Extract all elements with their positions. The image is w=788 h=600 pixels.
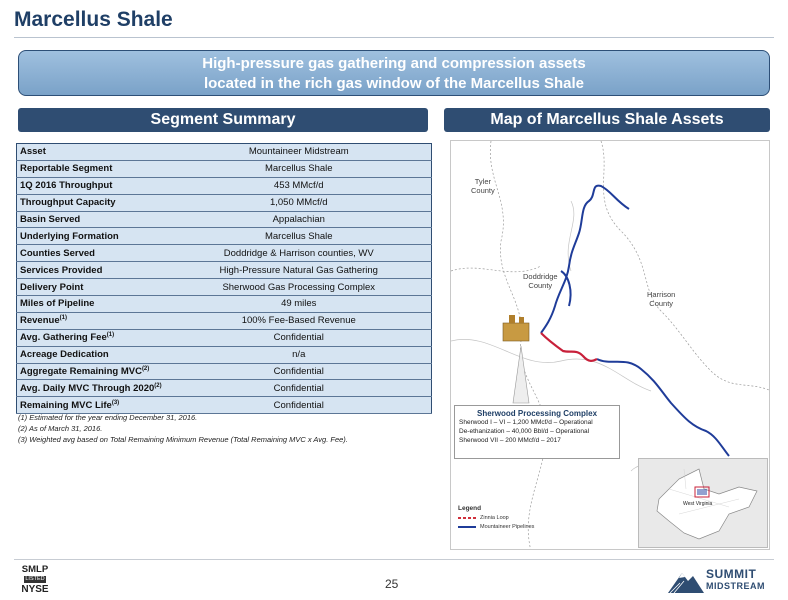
row-label: Counties Served [17, 245, 167, 262]
callout-line-2: De-ethanization – 40,000 Bbl/d – Operational [459, 428, 590, 435]
row-value: Confidential [167, 329, 432, 346]
mountain-icon [668, 569, 704, 593]
row-label: Remaining MVC Life$^{(3)}$ [17, 397, 167, 414]
row-value: 453 MMcf/d [167, 177, 432, 194]
table-row [17, 346, 432, 363]
row-label: Avg. Daily MVC Through 2020$^{(2)}$ [17, 380, 167, 397]
segment-summary-table [16, 143, 432, 414]
table-row [17, 312, 432, 329]
page-title: Marcellus Shale [14, 8, 173, 31]
row-label: Reportable Segment [17, 160, 167, 177]
row-label: Basin Served [17, 211, 167, 228]
footer-divider [14, 559, 774, 560]
table-row [17, 380, 432, 397]
table-row [17, 177, 432, 194]
row-value: High-Pressure Natural Gas Gathering [167, 262, 432, 279]
title-divider [14, 37, 774, 38]
table-row [17, 211, 432, 228]
row-label: Underlying Formation [17, 228, 167, 245]
headline-banner [18, 50, 770, 96]
sherwood-callout [454, 405, 620, 459]
doddridge-county-label: Doddridge County [523, 272, 558, 290]
row-value: Appalachian [167, 211, 432, 228]
table-row [17, 296, 432, 313]
row-value: Doddridge & Harrison counties, WV [167, 245, 432, 262]
row-value: n/a [167, 346, 432, 363]
footnote-1: (1) Estimated for the year ending December 31, 2016. [18, 413, 198, 422]
banner-line-2: located in the rich gas window of the Marcellus Shale [203, 75, 585, 92]
row-label: Avg. Gathering Fee$^{(1)}$ [17, 329, 167, 346]
row-value: 100% Fee-Based Revenue [167, 312, 432, 329]
row-label: Revenue$^{(1)}$ [17, 312, 167, 329]
legend-item-pipeline: Mountaineer Pipelines [458, 524, 546, 530]
footnote-2: (2) As of March 31, 2016. [18, 424, 103, 433]
legend-title: Legend [458, 505, 482, 512]
row-value: Confidential [167, 397, 432, 414]
row-label: Miles of Pipeline [17, 296, 167, 313]
tyler-county-label: Tyler County [471, 177, 495, 195]
table-row [17, 194, 432, 211]
harrison-county-label: Harrison County [647, 290, 676, 308]
row-label: Aggregate Remaining MVC$^{(2)}$ [17, 363, 167, 380]
segment-summary-header: Segment Summary [18, 108, 428, 132]
row-value: 1,050 MMcf/d [167, 194, 432, 211]
row-value: Confidential [167, 363, 432, 380]
west-virginia-inset-map [638, 458, 768, 548]
row-value: Confidential [167, 380, 432, 397]
row-value: 49 miles [167, 296, 432, 313]
row-label: Throughput Capacity [17, 194, 167, 211]
legend-swatch-loop [458, 517, 476, 519]
table-row [17, 363, 432, 380]
row-label: Acreage Dedication [17, 346, 167, 363]
inset-label: West Virginia [683, 501, 713, 507]
footnotes [18, 412, 438, 445]
sherwood-plant-icon [503, 315, 529, 341]
callout-line-3: Sherwood VII – 200 MMcf/d – 2017 [459, 437, 561, 444]
row-value: Mountaineer Midstream [167, 144, 432, 161]
table-row [17, 245, 432, 262]
table-row [17, 279, 432, 296]
nyse-ticker-badge: SMLP LISTED NYSE [21, 564, 49, 595]
table-row [17, 262, 432, 279]
legend-item-loop: Zinnia Loop [458, 515, 546, 521]
banner-line-1: High-pressure gas gathering and compression assets [202, 55, 586, 72]
row-value: Marcellus Shale [167, 228, 432, 245]
row-value: Sherwood Gas Processing Complex [167, 279, 432, 296]
table-row [17, 329, 432, 346]
footnote-3: (3) Weighted avg based on Total Remaining Minimum Revenue (Total Remaining MVC x Avg. Fee). [18, 435, 348, 444]
zinnia-loop [541, 333, 597, 361]
summit-midstream-logo: SUMMIT MIDSTREAM [668, 565, 774, 595]
row-label: Asset [17, 144, 167, 161]
page-number: 25 [385, 577, 399, 591]
row-value: Marcellus Shale [167, 160, 432, 177]
table-row [17, 228, 432, 245]
map-legend [458, 505, 546, 545]
map-header: Map of Marcellus Shale Assets [444, 108, 770, 132]
table-row [17, 144, 432, 161]
legend-swatch-pipeline [458, 526, 476, 528]
callout-line-1: Sherwood I – VI – 1,200 MMcf/d – Operational [459, 419, 593, 426]
row-label: 1Q 2016 Throughput [17, 177, 167, 194]
callout-title: Sherwood Processing Complex [476, 409, 598, 418]
row-label: Delivery Point [17, 279, 167, 296]
table-row [17, 160, 432, 177]
row-label: Services Provided [17, 262, 167, 279]
